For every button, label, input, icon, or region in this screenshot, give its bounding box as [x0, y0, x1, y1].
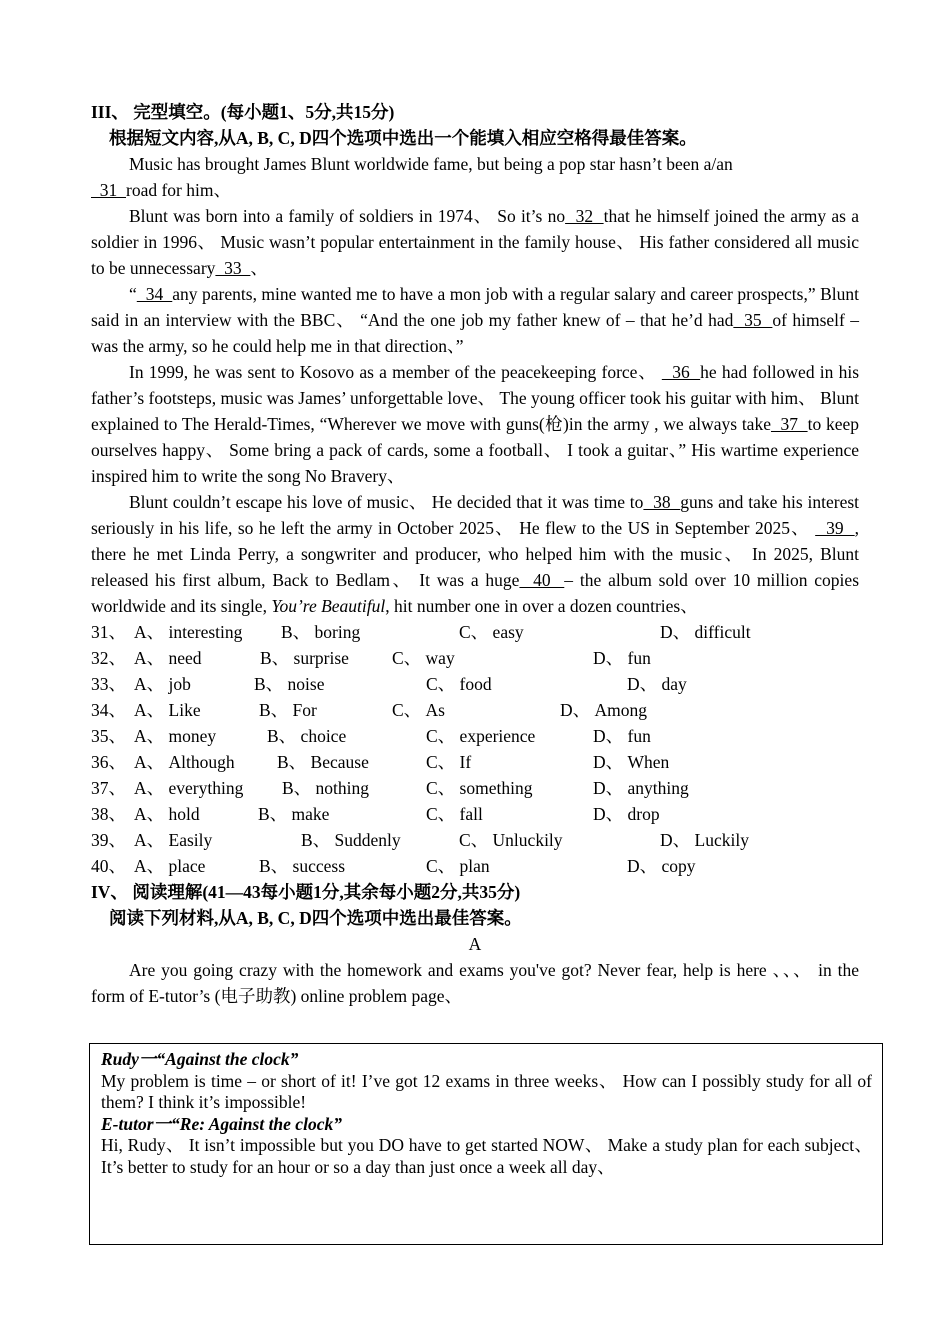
option-b: B、 boring [281, 622, 361, 642]
passage-label: A [468, 934, 482, 954]
question-text: My problem is time – or short of it! I’ve got 12 exams in three weeks、 How can I possibly study for all of them? I think it’s impossible! [101, 1070, 872, 1112]
question-row [91, 619, 859, 645]
option-b: B、 noise [254, 674, 325, 694]
option-b: B、 nothing [282, 778, 370, 798]
question-number: 37、 [91, 778, 126, 798]
passage-paragraph [91, 489, 859, 619]
blank-35: 35 [733, 310, 773, 330]
answer-title: E-tutor一“Re: Against the clock” [101, 1113, 342, 1134]
option-b: B、 success [259, 856, 346, 876]
option-a: A、 job [134, 674, 191, 694]
option-d: D、 When [593, 752, 670, 772]
option-c: C、 experience [426, 726, 536, 746]
question-number: 38、 [91, 804, 126, 824]
passage-paragraph [91, 203, 859, 281]
passage-text: he had followed in his father’s footsteps, music was James’ unforgettable love、 The young officer took his guitar with him、 Blunt explained to The Herald-Times, “Wherever we move with guns(枪)in the army , we always take [91, 362, 860, 434]
question-number: 39、 [91, 830, 126, 850]
option-a: A、 Easily [134, 830, 213, 850]
question-row [91, 827, 859, 853]
passage-text: In 1999, he was sent to Kosovo as a member of the peacekeeping force、 [129, 362, 662, 382]
option-c: C、 plan [426, 856, 490, 876]
option-d: D、 difficult [660, 622, 751, 642]
passage-text: to keep ourselves happy、 Some bring a pack of cards, some a football、 I took a guitar、” His wartime experience inspired him to write the song No Bravery、 [91, 414, 860, 486]
option-d: D、 copy [627, 856, 696, 876]
option-b: B、 For [259, 700, 317, 720]
passage-paragraph [91, 359, 859, 489]
blank-33: 33 [215, 258, 251, 278]
question-list [91, 619, 859, 879]
option-a: A、 need [134, 648, 202, 668]
option-d: D、 fun [593, 648, 651, 668]
option-d: D、 drop [593, 804, 660, 824]
question-number: 40、 [91, 856, 126, 876]
option-a: A、 Like [134, 700, 201, 720]
option-b: B、 choice [267, 726, 347, 746]
blank-40: 40 [519, 570, 565, 590]
passage-text: of himself – was the army, so he could help me in that direction、” [91, 310, 860, 356]
question-row [91, 723, 859, 749]
option-d: D、 Luckily [660, 830, 749, 850]
problem-page-box [89, 1043, 883, 1245]
section4-heading: IV、 阅读理解(41—43每小题1分,其余每小题2分,共35分) [91, 882, 521, 902]
question-row [91, 749, 859, 775]
passage-text: , there he met Linda Perry, a songwriter and producer, who helped him with the music、 In 2025, Blunt released his first album, Back to Bedlam、 It was a huge [91, 518, 860, 590]
passage-text: Music has brought James Blunt worldwide fame, but being a pop star hasn’t been a/an [129, 154, 733, 174]
document-page [91, 99, 859, 1009]
passage-text: “ [129, 284, 137, 304]
question-number: 33、 [91, 674, 126, 694]
blank-32: 32 [565, 206, 604, 226]
option-a: A、 money [134, 726, 217, 746]
cloze-passage [91, 151, 859, 619]
option-c: C、 If [426, 752, 472, 772]
section4-instruction: 阅读下列材料,从A, B, C, D四个选项中选出最佳答案。 [109, 908, 522, 928]
option-b: B、 make [258, 804, 330, 824]
question-number: 35、 [91, 726, 126, 746]
option-a: A、 hold [134, 804, 200, 824]
reading-intro: Are you going crazy with the homework and exams you've got? Never fear, help is here 、、、 in the form of E-tutor’s (电子助教) online problem page、 [91, 960, 859, 1006]
passage-text: that he himself joined the army as a soldier in 1996、 Music wasn’t popular entertainment in the family house、 His father considered all music to be unnecessary [91, 206, 859, 278]
option-c: C、 something [426, 778, 533, 798]
option-a: A、 place [134, 856, 206, 876]
section3-heading: III、 完型填空。(每小题1、5分,共15分) [91, 102, 395, 122]
blank-34: 34 [136, 284, 173, 304]
question-number: 36、 [91, 752, 126, 772]
option-b: B、 surprise [260, 648, 349, 668]
blank-36: 36 [661, 362, 701, 382]
passage-paragraph [91, 281, 859, 359]
passage-text: – the album sold over 10 million copies worldwide and its single, [91, 570, 859, 616]
passage-paragraph [91, 151, 859, 203]
blank-38: 38 [643, 492, 681, 512]
question-number: 31、 [91, 622, 126, 642]
option-a: A、 everything [134, 778, 244, 798]
blank-31: 31 [91, 180, 126, 200]
question-row [91, 645, 859, 671]
option-c: C、 easy [459, 622, 524, 642]
blank-37: 37 [770, 414, 808, 434]
passage-text: Blunt was born into a family of soldiers in 1974、 So it’s no [129, 206, 566, 226]
option-d: D、 anything [593, 778, 689, 798]
passage-text: 、 [250, 258, 268, 278]
option-c: C、 way [392, 648, 455, 668]
passage-text: any parents, mine wanted me to have a mon job with a regular salary and career prospects,” Blunt said in an interview with the BBC、 “And the one job my father knew of – that he’d had [91, 284, 860, 330]
question-row [91, 801, 859, 827]
option-c: C、 Unluckily [459, 830, 563, 850]
question-row [91, 697, 859, 723]
option-d: D、 fun [593, 726, 651, 746]
song-title: You’re Beautiful [271, 596, 386, 616]
question-number: 32、 [91, 648, 126, 668]
option-b: B、 Because [277, 752, 369, 772]
blank-39: 39 [815, 518, 855, 538]
passage-text: guns and take his interest seriously in his life, so he left the army in October 2025、 He flew to the US in September 2025、 [91, 492, 860, 538]
option-d: D、 Among [560, 700, 648, 720]
answer-text: Hi, Rudy、 It isn’t impossible but you DO have to get started NOW、 Make a study plan for each subject、 It’s better to study for an hour or so a day than just once a week all day、 [101, 1135, 872, 1177]
option-c: C、 fall [426, 804, 483, 824]
option-d: D、 day [627, 674, 687, 694]
question-number: 34、 [91, 700, 126, 720]
question-row [91, 853, 859, 879]
option-a: A、 Although [134, 752, 235, 772]
section3-instruction: 根据短文内容,从A, B, C, D四个选项中选出一个能填入相应空格得最佳答案。 [109, 128, 697, 148]
question-row [91, 775, 859, 801]
passage-text: , hit number one in over a dozen countries、 [385, 596, 698, 616]
option-a: A、 interesting [134, 622, 243, 642]
passage-text: Blunt couldn’t escape his love of music、 He decided that it was time to [129, 492, 644, 512]
option-c: C、 food [426, 674, 492, 694]
option-c: C、 As [392, 700, 445, 720]
question-title: Rudy一“Against the clock” [101, 1049, 299, 1069]
question-row [91, 671, 859, 697]
passage-text: road for him、 [126, 180, 231, 200]
option-b: B、 Suddenly [301, 830, 401, 850]
